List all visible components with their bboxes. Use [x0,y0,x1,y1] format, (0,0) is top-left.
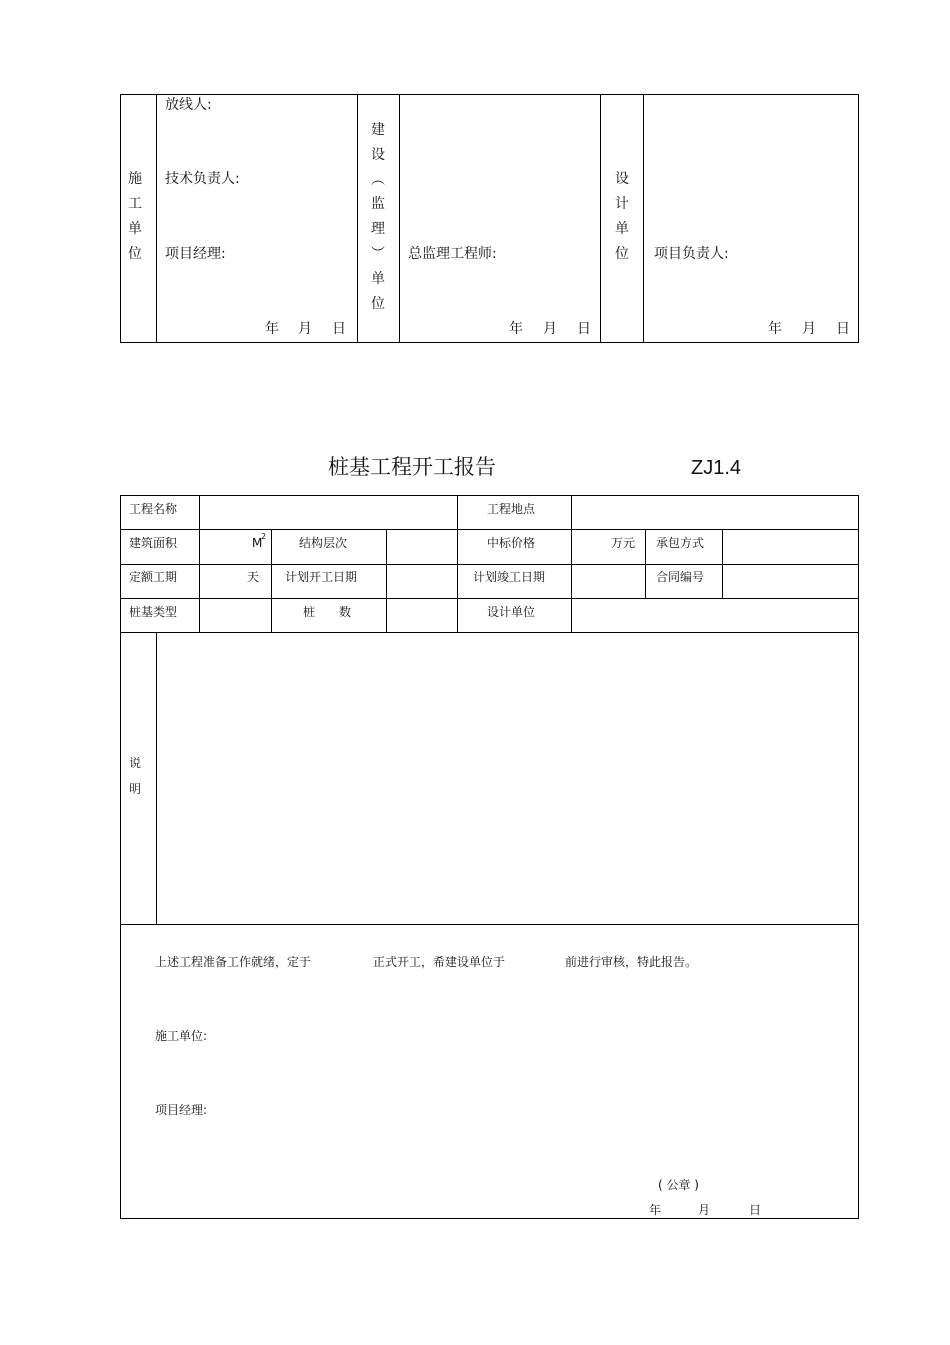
table-border-right [858,495,859,1219]
construction-unit-label: 施 工 单 位 [128,171,142,262]
statement-part2: 正式开工，希建设单位于 [373,955,506,969]
construction-unit-label: 施工单位: [155,1029,208,1043]
date-month: 月 [802,321,816,337]
table-border [156,94,157,343]
date-year: 年 [509,321,523,337]
row-divider [120,632,859,633]
date-day: 日 [749,1203,762,1217]
supervision-unit-label: 建 设 ︵ 监 理 ︶ 单 位 [371,122,385,312]
quota-period-label: 定额工期 [129,570,178,584]
chief-engineer-label: 总监理工程师: [408,246,497,262]
row-divider [120,598,859,599]
table-border [643,94,644,343]
table-border-bottom [120,342,859,343]
structure-floors-label: 结构层次 [299,536,348,550]
tech-lead-label: 技术负责人: [165,171,240,187]
date-day: 日 [332,321,346,337]
project-location-label: 工程地点 [487,502,536,516]
report-code: ZJ1.4 [691,457,742,479]
statement-part3: 前进行审核，特此报告。 [565,955,698,969]
col-divider [271,529,272,633]
table-border-left [120,495,121,1219]
seal-label: ( 公章 ) [658,1178,699,1192]
date-year: 年 [265,321,279,337]
date-month: 月 [298,321,312,337]
col-divider [722,529,723,599]
table-border [858,94,859,343]
period-unit: 天 [247,570,260,584]
contract-mode-label: 承包方式 [656,536,705,550]
project-manager-label: 项目经理: [165,246,226,262]
table-border-top [120,495,859,496]
report-title: 桩基工程开工报告 [328,455,496,479]
col-divider [457,495,458,633]
date-day: 日 [577,321,591,337]
table-border [600,94,601,343]
col-divider [156,632,157,925]
price-unit: 万元 [611,536,636,550]
project-name-label: 工程名称 [129,502,178,516]
table-border [120,94,121,343]
col-divider [386,529,387,633]
building-area-label: 建筑面积 [129,536,178,550]
row-divider [120,564,859,565]
planned-finish-label: 计划竣工日期 [473,570,546,584]
design-unit-label: 设计单位 [487,605,536,619]
design-unit-label: 设 计 单 位 [615,171,629,262]
col-divider [645,529,646,599]
area-unit: M [252,536,263,550]
square-superscript: 2 [261,532,267,541]
date-year: 年 [768,321,782,337]
project-lead-label: 项目负责人: [654,246,729,262]
date-day: 日 [836,321,850,337]
pile-type-label: 桩基类型 [129,605,178,619]
contract-no-label: 合同编号 [656,570,705,584]
date-month: 月 [543,321,557,337]
date-year: 年 [649,1203,662,1217]
pile-count-label: 桩 数 [303,605,352,619]
surveyor-label: 放线人: [165,97,212,113]
date-month: 月 [698,1203,711,1217]
remarks-label: 说 明 [128,756,141,796]
row-divider [120,924,859,925]
table-border [399,94,400,343]
project-manager-label: 项目经理: [155,1103,208,1117]
statement-part1: 上述工程准备工作就绪，定于 [155,955,312,969]
planned-start-label: 计划开工日期 [285,570,358,584]
table-border-bottom [120,1218,859,1219]
col-divider [199,495,200,633]
table-border-top [120,94,859,95]
table-border [357,94,358,343]
row-divider [120,529,859,530]
bid-price-label: 中标价格 [487,536,536,550]
col-divider [571,495,572,633]
